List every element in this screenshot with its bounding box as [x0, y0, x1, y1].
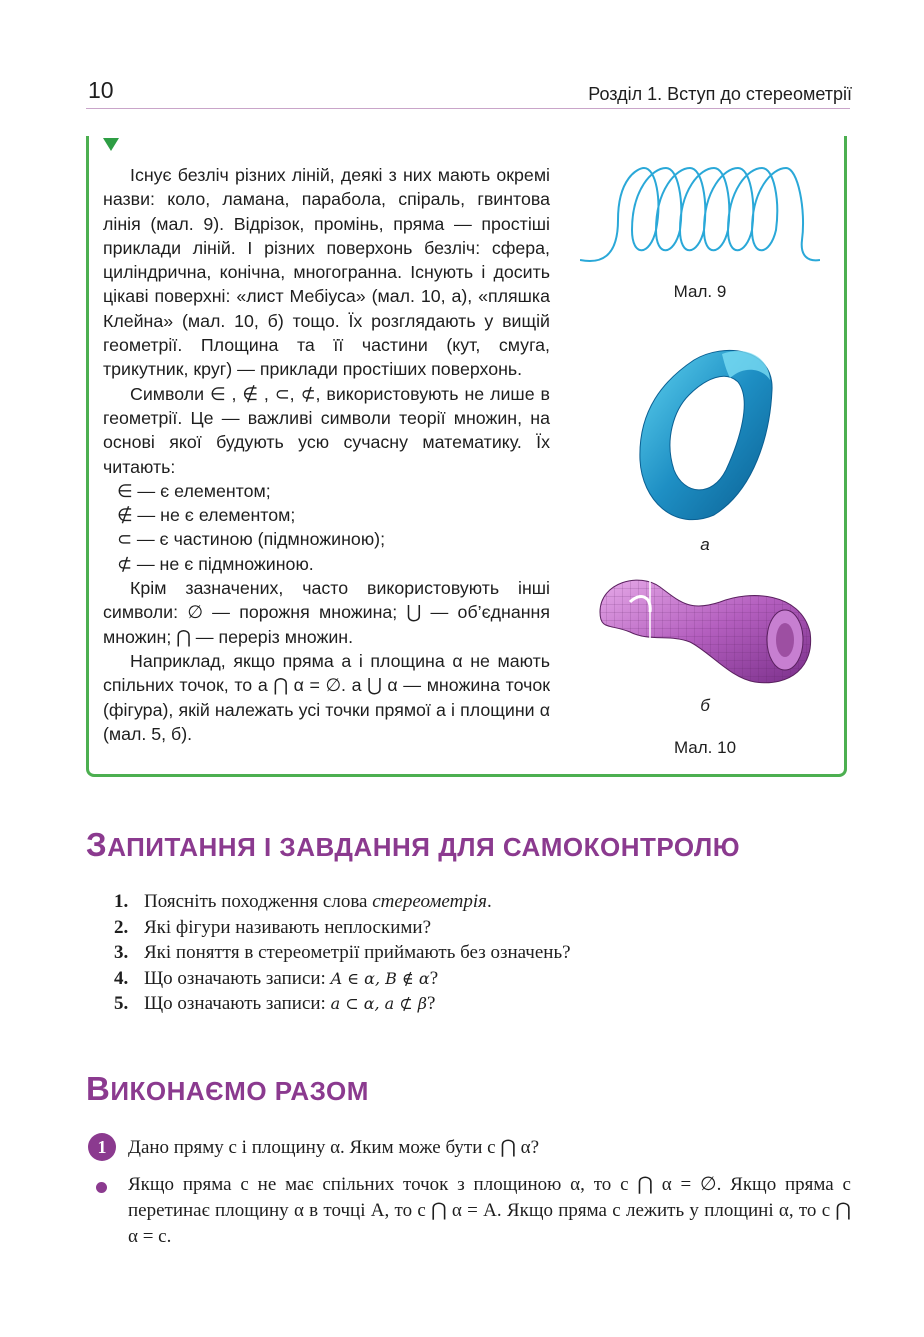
question-number: 3.: [114, 942, 129, 963]
header-divider: [86, 108, 850, 109]
task-number-badge: 1: [88, 1133, 116, 1161]
mobius-band: [640, 350, 772, 519]
helix-figure: [580, 160, 820, 270]
klein-bottle-figure: [590, 572, 815, 690]
task-statement: Дано пряму c і площину α. Яким може бути c ⋂ α?: [128, 1137, 540, 1158]
paragraph-lines-surfaces: Існує безліч різних ліній, деякі з них мають окремі назви: коло, ламана, парабола, спіраль, гвинтова лінія (мал. 9). Відрізок, промінь, пряма — простіші приклади ліній. І різних поверхонь безліч: сфера, циліндрична, конічна, многогранна. Існують і досить цікаві поверхні: «лист Мебіуса» (мал. 10, а), «пляшка Клейна» (мал. 10, б) тощо. Їх розглядають у вищій геометрії. Площина та її частини (кут, смуга, трикутник, круг) — приклади простіших поверхонь.: [103, 165, 550, 380]
question-item: [114, 991, 571, 1017]
task-solution: Якщо пряма c не має спільних точок з площиною α, то c ⋂ α = ∅. Якщо пряма c перетинає площину α в точці A, то c ⋂ α = A. Якщо пряма c лежить у площині α, то c ⋂ α = c.: [128, 1174, 851, 1247]
question-item: [114, 966, 571, 992]
figure-9-caption: Мал. 9: [673, 282, 727, 301]
question-text: Які фігури називають неплоскими?: [144, 916, 432, 938]
paragraph-example: Наприклад, якщо пряма a і площина α не мають спільних точок, то a ⋂ α = ∅. a ⋃ α — множина точок (фігура), якій належать усі точки прямої a і площини α (мал. 5, б).: [103, 650, 550, 744]
question-number: 1.: [114, 891, 129, 912]
question-text: Які поняття в стереометрії приймають без означень?: [144, 942, 571, 963]
figure-10a-label: а: [700, 535, 710, 554]
bullet-icon: [96, 1182, 107, 1193]
section-heading-self-control: [86, 826, 740, 864]
question-text: Що означають записи: a ⊂ α, a ⊄ β?: [144, 993, 436, 1014]
question-number: 2.: [114, 916, 129, 938]
question-text: Що означають записи: A ∈ α, B ∉ α?: [144, 967, 439, 989]
question-item: [114, 940, 571, 966]
paragraph-symbols: Символи ∈ , ∉ , ⊂, ⊄, використовують не лише в геометрії. Це — важливі символи теорії множин, на основі якої будують усю сучасну математику. Їх читають:: [103, 383, 550, 477]
question-item: [114, 915, 571, 941]
heading-initial: З: [86, 826, 108, 863]
figure-10-caption: Мал. 10: [673, 738, 737, 757]
symbol-list-item: ⊄ — не є підмножиною.: [117, 553, 314, 574]
heading-initial: В: [86, 1070, 111, 1107]
symbol-list-item: ⊂ — є частиною (підмножиною);: [117, 529, 386, 550]
helix-curve: [580, 168, 820, 261]
question-text: Поясніть походження слова стереометрія.: [144, 891, 492, 912]
questions-list: [114, 889, 571, 1017]
info-box-text: [103, 163, 550, 746]
heading-rest: АПИТАННЯ І ЗАВДАННЯ ДЛЯ САМОКОНТРОЛЮ: [107, 832, 741, 862]
chapter-title: Розділ 1. Вступ до стереометрії: [588, 84, 852, 104]
question-number: 4.: [114, 967, 129, 989]
mobius-strip-figure: [634, 340, 784, 525]
question-number: 5.: [114, 993, 129, 1014]
symbol-list-item: ∉ — не є елементом;: [117, 505, 296, 526]
figure-10b-label: б: [700, 696, 710, 715]
section-heading-together: [86, 1070, 369, 1108]
page-number: 10: [88, 77, 114, 103]
symbol-list-item: ∈ — є елементом;: [117, 480, 271, 501]
question-item: [114, 889, 571, 915]
triangle-marker-icon: [103, 138, 119, 151]
heading-rest: ИКОНАЄМО РАЗОМ: [110, 1076, 369, 1106]
paragraph-other-symbols: Крім зазначених, часто використовують інші символи: ∅ — порожня множина; ⋃ — об’єднання множин; ⋂ — переріз множин.: [103, 578, 550, 647]
